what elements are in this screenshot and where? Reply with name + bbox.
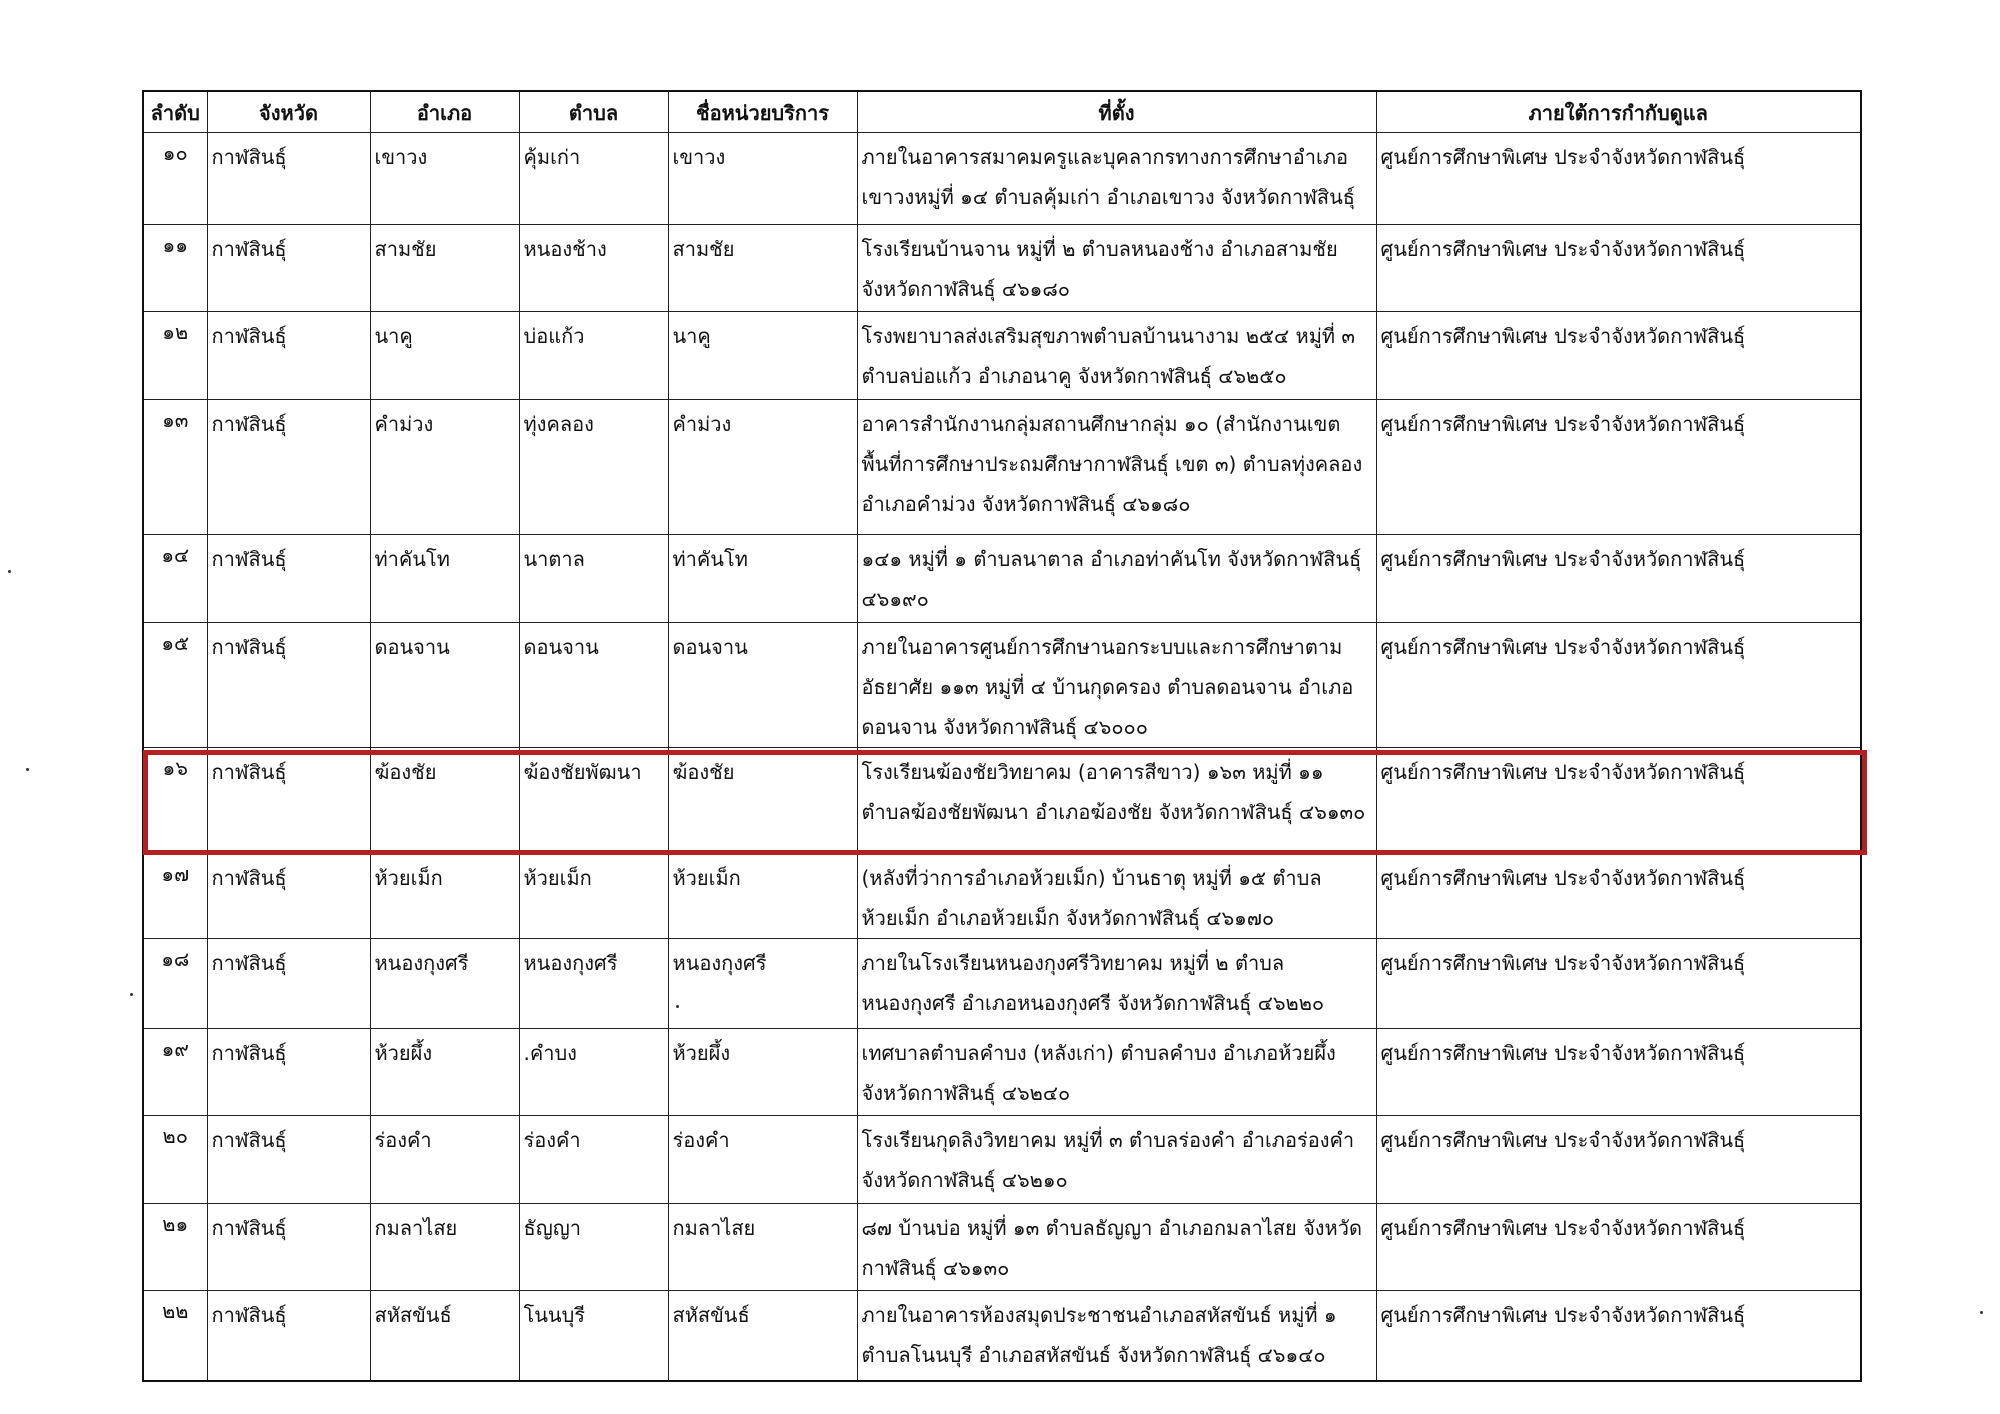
row-number: ๑๓ bbox=[143, 400, 207, 535]
supervisor-cell: ศูนย์การศึกษาพิเศษ ประจำจังหวัดกาฬสินธุ์ bbox=[1376, 1204, 1861, 1291]
row-number: ๑๙ bbox=[143, 1029, 207, 1116]
province-cell: กาฬสินธุ์ bbox=[207, 1116, 370, 1204]
supervisor-cell: ศูนย์การศึกษาพิเศษ ประจำจังหวัดกาฬสินธุ์ bbox=[1376, 939, 1861, 1029]
unit-name-cell: เขาวง bbox=[668, 133, 857, 225]
row-number: ๑๔ bbox=[143, 535, 207, 623]
subdistrict-cell: โนนบุรี bbox=[519, 1291, 668, 1381]
header-subdistrict: ตำบล bbox=[519, 91, 668, 133]
row-number: ๑๐ bbox=[143, 133, 207, 225]
scan-speck bbox=[26, 768, 29, 771]
location-cell: อาคารสำนักงานกลุ่มสถานศึกษากลุ่ม ๑๐ (สำนักงานเขตพื้นที่การศึกษาประถมศึกษากาฬสินธุ์ เขต ๓) ตำบลทุ่งคลอง อำเภอคำม่วง จังหวัดกาฬสินธุ์ ๔๖๑๘๐ bbox=[857, 400, 1376, 535]
row-number: ๒๐ bbox=[143, 1116, 207, 1204]
province-cell: กาฬสินธุ์ bbox=[207, 939, 370, 1029]
location-cell: โรงพยาบาลส่งเสริมสุขภาพตำบลบ้านนางาม ๒๕๔ หมู่ที่ ๓ ตำบลบ่อแก้ว อำเภอนาคู จังหวัดกาฬสินธุ์ ๔๖๒๕๐ bbox=[857, 312, 1376, 400]
row-number: ๑๒ bbox=[143, 312, 207, 400]
province-cell: กาฬสินธุ์ bbox=[207, 535, 370, 623]
table-row bbox=[143, 1204, 1861, 1291]
row-number: ๑๕ bbox=[143, 623, 207, 748]
district-cell: นาคู bbox=[370, 312, 519, 400]
district-cell: ร่องคำ bbox=[370, 1116, 519, 1204]
location-cell: ภายในโรงเรียนหนองกุงศรีวิทยาคม หมู่ที่ ๒ ตำบลหนองกุงศรี อำเภอหนองกุงศรี จังหวัดกาฬสินธุ์ ๔๖๒๒๐ bbox=[857, 939, 1376, 1029]
district-cell: ท่าคันโท bbox=[370, 535, 519, 623]
unit-name-cell: สามชัย bbox=[668, 225, 857, 312]
scan-speck bbox=[8, 570, 11, 573]
district-cell: กมลาไสย bbox=[370, 1204, 519, 1291]
supervisor-cell: ศูนย์การศึกษาพิเศษ ประจำจังหวัดกาฬสินธุ์ bbox=[1376, 1291, 1861, 1381]
location-cell: ภายในอาคารศูนย์การศึกษานอกระบบและการศึกษาตามอัธยาศัย ๑๑๓ หมู่ที่ ๔ บ้านกุดครอง ตำบลดอนจาน อำเภอดอนจาน จังหวัดกาฬสินธุ์ ๔๖๐๐๐ bbox=[857, 623, 1376, 748]
table-row bbox=[143, 1116, 1861, 1204]
location-cell: ภายในอาคารสมาคมครูและบุคลากรทางการศึกษาอำเภอเขาวงหมู่ที่ ๑๔ ตำบลคุ้มเก่า อำเภอเขาวง จังหวัดกาฬสินธุ์ bbox=[857, 133, 1376, 225]
subdistrict-cell: คุ้มเก่า bbox=[519, 133, 668, 225]
supervisor-cell: ศูนย์การศึกษาพิเศษ ประจำจังหวัดกาฬสินธุ์ bbox=[1376, 133, 1861, 225]
province-cell: กาฬสินธุ์ bbox=[207, 400, 370, 535]
supervisor-cell: ศูนย์การศึกษาพิเศษ ประจำจังหวัดกาฬสินธุ์ bbox=[1376, 1029, 1861, 1116]
supervisor-cell: ศูนย์การศึกษาพิเศษ ประจำจังหวัดกาฬสินธุ์ bbox=[1376, 225, 1861, 312]
district-cell: คำม่วง bbox=[370, 400, 519, 535]
row-number: ๑๑ bbox=[143, 225, 207, 312]
district-cell: สหัสขันธ์ bbox=[370, 1291, 519, 1381]
supervisor-cell: ศูนย์การศึกษาพิเศษ ประจำจังหวัดกาฬสินธุ์ bbox=[1376, 854, 1861, 939]
table-row bbox=[143, 133, 1861, 225]
header-province: จังหวัด bbox=[207, 91, 370, 133]
province-cell: กาฬสินธุ์ bbox=[207, 1204, 370, 1291]
subdistrict-cell: หนองกุงศรี bbox=[519, 939, 668, 1029]
province-cell: กาฬสินธุ์ bbox=[207, 854, 370, 939]
header-location: ที่ตั้ง bbox=[857, 91, 1376, 133]
unit-name-cell: นาคู bbox=[668, 312, 857, 400]
unit-name-cell: คำม่วง bbox=[668, 400, 857, 535]
row-number: ๑๘ bbox=[143, 939, 207, 1029]
location-cell: โรงเรียนกุดลิงวิทยาคม หมู่ที่ ๓ ตำบลร่องคำ อำเภอร่องคำ จังหวัดกาฬสินธุ์ ๔๖๒๑๐ bbox=[857, 1116, 1376, 1204]
table-row bbox=[143, 312, 1861, 400]
subdistrict-cell: บ่อแก้ว bbox=[519, 312, 668, 400]
district-cell: ห้วยผึ้ง bbox=[370, 1029, 519, 1116]
supervisor-cell: ศูนย์การศึกษาพิเศษ ประจำจังหวัดกาฬสินธุ์ bbox=[1376, 1116, 1861, 1204]
subdistrict-cell: .คำบง bbox=[519, 1029, 668, 1116]
province-cell: กาฬสินธุ์ bbox=[207, 748, 370, 854]
unit-name-cell: หนองกุงศรี bbox=[668, 939, 857, 1029]
row-number: ๒๒ bbox=[143, 1291, 207, 1381]
unit-name-cell: กมลาไสย bbox=[668, 1204, 857, 1291]
province-cell: กาฬสินธุ์ bbox=[207, 312, 370, 400]
header-no: ลำดับ bbox=[143, 91, 207, 133]
location-cell: เทศบาลตำบลคำบง (หลังเก่า) ตำบลคำบง อำเภอห้วยผึ้ง จังหวัดกาฬสินธุ์ ๔๖๒๔๐ bbox=[857, 1029, 1376, 1116]
location-cell: ภายในอาคารห้องสมุดประชาชนอำเภอสหัสขันธ์ หมู่ที่ ๑ ตำบลโนนบุรี อำเภอสหัสขันธ์ จังหวัดกาฬสินธุ์ ๔๖๑๔๐ bbox=[857, 1291, 1376, 1381]
table-row bbox=[143, 535, 1861, 623]
district-cell: สามชัย bbox=[370, 225, 519, 312]
unit-name-cell: ฆ้องชัย bbox=[668, 748, 857, 854]
service-unit-table bbox=[142, 90, 1862, 1382]
row-number: ๑๗ bbox=[143, 854, 207, 939]
district-cell: หนองกุงศรี bbox=[370, 939, 519, 1029]
province-cell: กาฬสินธุ์ bbox=[207, 1291, 370, 1381]
district-cell: เขาวง bbox=[370, 133, 519, 225]
scan-speck bbox=[130, 993, 133, 996]
subdistrict-cell: ธัญญา bbox=[519, 1204, 668, 1291]
unit-name-cell: ดอนจาน bbox=[668, 623, 857, 748]
table-row bbox=[143, 623, 1861, 748]
table-row bbox=[143, 939, 1861, 1029]
header-unit: ชื่อหน่วยบริการ bbox=[668, 91, 857, 133]
table-row bbox=[143, 1291, 1861, 1381]
subdistrict-cell: ฆ้องชัยพัฒนา bbox=[519, 748, 668, 854]
unit-name-cell: ห้วยผึ้ง bbox=[668, 1029, 857, 1116]
location-cell: โรงเรียนบ้านจาน หมู่ที่ ๒ ตำบลหนองช้าง อำเภอสามชัย จังหวัดกาฬสินธุ์ ๔๖๑๘๐ bbox=[857, 225, 1376, 312]
location-cell: ๘๗ บ้านบ่อ หมู่ที่ ๑๓ ตำบลธัญญา อำเภอกมลาไสย จังหวัดกาฬสินธุ์ ๔๖๑๓๐ bbox=[857, 1204, 1376, 1291]
subdistrict-cell: ร่องคำ bbox=[519, 1116, 668, 1204]
supervisor-cell: ศูนย์การศึกษาพิเศษ ประจำจังหวัดกาฬสินธุ์ bbox=[1376, 748, 1861, 854]
subdistrict-cell: นาตาล bbox=[519, 535, 668, 623]
unit-name-cell: ร่องคำ bbox=[668, 1116, 857, 1204]
supervisor-cell: ศูนย์การศึกษาพิเศษ ประจำจังหวัดกาฬสินธุ์ bbox=[1376, 400, 1861, 535]
province-cell: กาฬสินธุ์ bbox=[207, 623, 370, 748]
province-cell: กาฬสินธุ์ bbox=[207, 1029, 370, 1116]
subdistrict-cell: ทุ่งคลอง bbox=[519, 400, 668, 535]
district-cell: ฆ้องชัย bbox=[370, 748, 519, 854]
table-row bbox=[143, 225, 1861, 312]
scan-speck bbox=[676, 1005, 679, 1008]
subdistrict-cell: ดอนจาน bbox=[519, 623, 668, 748]
district-cell: ห้วยเม็ก bbox=[370, 854, 519, 939]
province-cell: กาฬสินธุ์ bbox=[207, 225, 370, 312]
table-header-row bbox=[143, 91, 1861, 133]
table-row bbox=[143, 854, 1861, 939]
table-row bbox=[143, 1029, 1861, 1116]
scan-speck bbox=[1980, 1311, 1983, 1314]
table-row bbox=[143, 400, 1861, 535]
supervisor-cell: ศูนย์การศึกษาพิเศษ ประจำจังหวัดกาฬสินธุ์ bbox=[1376, 312, 1861, 400]
row-number: ๒๑ bbox=[143, 1204, 207, 1291]
unit-name-cell: ท่าคันโท bbox=[668, 535, 857, 623]
subdistrict-cell: ห้วยเม็ก bbox=[519, 854, 668, 939]
province-cell: กาฬสินธุ์ bbox=[207, 133, 370, 225]
location-cell: (หลังที่ว่าการอำเภอห้วยเม็ก) บ้านธาตุ หมู่ที่ ๑๕ ตำบลห้วยเม็ก อำเภอห้วยเม็ก จังหวัดกาฬสินธุ์ ๔๖๑๗๐ bbox=[857, 854, 1376, 939]
location-cell: โรงเรียนฆ้องชัยวิทยาคม (อาคารสีขาว) ๑๖๓ หมู่ที่ ๑๑ ตำบลฆ้องชัยพัฒนา อำเภอฆ้องชัย จังหวัดกาฬสินธุ์ ๔๖๑๓๐ bbox=[857, 748, 1376, 854]
location-cell: ๑๔๑ หมู่ที่ ๑ ตำบลนาตาล อำเภอท่าคันโท จังหวัดกาฬสินธุ์ ๔๖๑๙๐ bbox=[857, 535, 1376, 623]
table-row bbox=[143, 748, 1861, 854]
supervisor-cell: ศูนย์การศึกษาพิเศษ ประจำจังหวัดกาฬสินธุ์ bbox=[1376, 535, 1861, 623]
header-district: อำเภอ bbox=[370, 91, 519, 133]
row-number: ๑๖ bbox=[143, 748, 207, 854]
district-cell: ดอนจาน bbox=[370, 623, 519, 748]
unit-name-cell: ห้วยเม็ก bbox=[668, 854, 857, 939]
header-supervisor: ภายใต้การกำกับดูแล bbox=[1376, 91, 1861, 133]
unit-name-cell: สหัสขันธ์ bbox=[668, 1291, 857, 1381]
supervisor-cell: ศูนย์การศึกษาพิเศษ ประจำจังหวัดกาฬสินธุ์ bbox=[1376, 623, 1861, 748]
subdistrict-cell: หนองช้าง bbox=[519, 225, 668, 312]
